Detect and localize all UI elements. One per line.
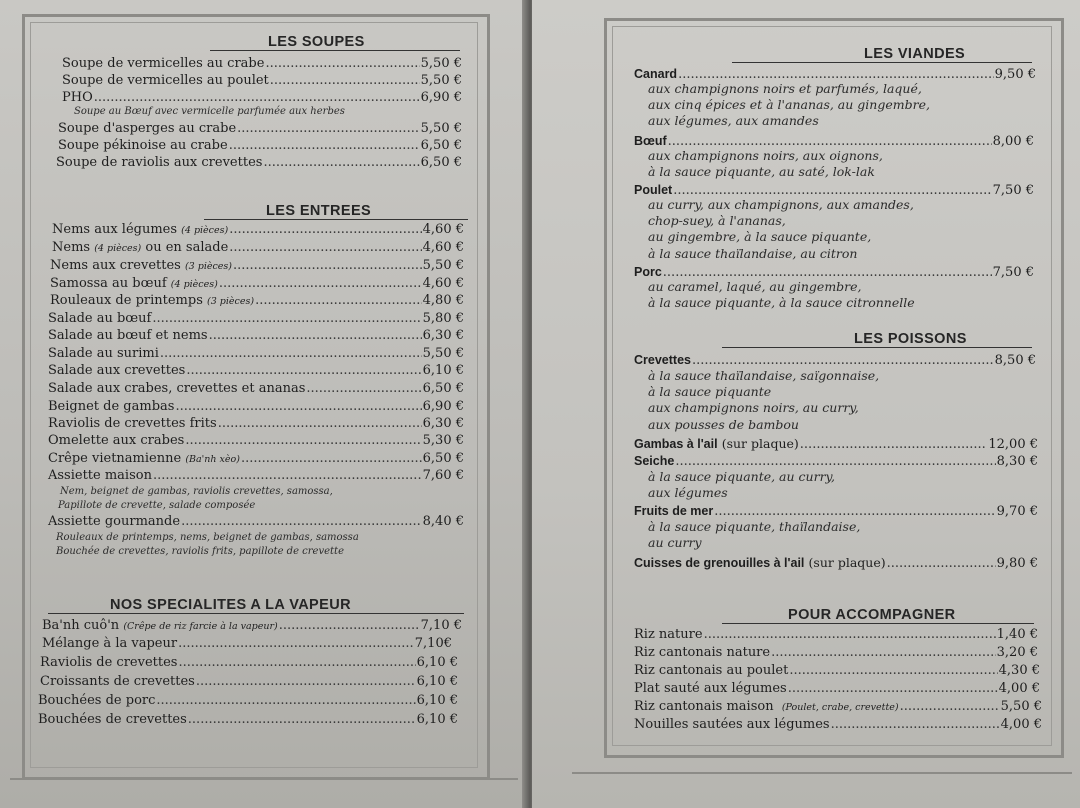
item-description: aux champignons noirs et parfumés, laqué, aux cinq épices et à l'ananas, au gingembre, aux légumes, aux amandes — [648, 81, 930, 129]
menu-item: Nems aux crevettes (3 pièces) ..... 5,50 € — [50, 258, 464, 275]
menu-item: Salade au surimi ..... 5,50 € — [48, 346, 464, 362]
menu-item: Riz cantonais maison (Poulet, crabe, crevette) ..... 5,50 € — [634, 699, 1042, 716]
menu-item: Soupe pékinoise au crabe ..... 6,50 € — [58, 138, 462, 154]
menu-item: Riz cantonais au poulet ..... 4,30 € — [634, 663, 1040, 679]
menu-item: Raviolis de crevettes frits ..... 6,30 € — [48, 416, 464, 432]
menu-item: Samossa au bœuf (4 pièces) ..... 4,60 € — [50, 276, 464, 293]
item-description: à la sauce thaïlandaise, saïgonnaise, à la sauce piquante aux champignons noirs, au curry, aux pousses de bambou — [648, 368, 880, 432]
menu-item: Crêpe vietnamienne (Ba'nh xèo) ..... 6,50 € — [48, 451, 464, 468]
menu-item: Soupe d'asperges au crabe ..... 5,50 € — [58, 121, 462, 137]
menu-item: Nouilles sautées aux légumes ..... 4,00 € — [634, 717, 1042, 733]
menu-item: Gambas à l'ail (sur plaque) ..... 12,00 € — [634, 436, 1038, 453]
menu-item: Porc ..... 7,50 € — [634, 264, 1034, 281]
menu-item: Salade aux crabes, crevettes et ananas ..... 6,50 € — [48, 381, 464, 397]
menu-item: Rouleaux de printemps (3 pièces) ..... 4,80 € — [50, 293, 464, 310]
menu-item: Assiette gourmande ..... 8,40 € — [48, 514, 464, 530]
menu-item: Salade aux crevettes ..... 6,10 € — [48, 363, 464, 379]
item-description: au curry, aux champignons, aux amandes, chop-suey, à l'ananas, au gingembre, à la sauce piquante, à la sauce thaïlandaise, au citron — [648, 197, 914, 261]
menu-item: PHO ..... 6,90 € — [62, 90, 462, 106]
item-description: au caramel, laqué, au gingembre, à la sauce piquante, à la sauce citronnelle — [648, 279, 915, 311]
menu-item: Crevettes ..... 8,50 € — [634, 352, 1036, 369]
menu-item: Plat sauté aux légumes ..... 4,00 € — [634, 681, 1040, 697]
bottom-rule — [10, 778, 518, 780]
section-heading-soupes: LES SOUPES — [210, 34, 460, 51]
item-note: Rouleaux de printemps, nems, beignet de gambas, samossa — [56, 532, 359, 543]
item-note: Soupe au Bœuf avec vermicelle parfumée aux herbes — [74, 106, 345, 117]
item-note: Papillote de crevette, salade composée — [58, 500, 256, 511]
menu-item: Raviolis de crevettes ..... 6,10 € — [40, 655, 458, 671]
menu-item: Croissants de crevettes ..... 6,10 € — [40, 674, 458, 690]
section-heading-viandes: LES VIANDES — [732, 46, 1032, 63]
menu-item: Salade au bœuf et nems ..... 6,30 € — [48, 328, 464, 344]
menu-item: Riz nature ..... 1,40 € — [634, 627, 1038, 643]
menu-item: Assiette maison ..... 7,60 € — [48, 468, 464, 484]
menu-item: Seiche ..... 8,30 € — [634, 453, 1038, 470]
menu-item: Mélange à la vapeur ..... 7,10€ — [42, 636, 452, 652]
section-heading-poissons: LES POISSONS — [722, 331, 1032, 348]
section-heading-accompagner: POUR ACCOMPAGNER — [722, 607, 1034, 624]
menu-item: Bœuf ..... 8,00 € — [634, 133, 1034, 150]
menu-item: Ba'nh cuô'n (Crêpe de riz farcie à la vapeur) ..... 7,10 € — [42, 618, 462, 635]
menu-item: Salade au bœuf ..... 5,80 € — [48, 311, 464, 327]
menu-page-right — [532, 0, 1080, 808]
menu-item: Soupe de vermicelles au poulet ..... 5,50 € — [62, 73, 462, 89]
menu-item: Beignet de gambas ..... 6,90 € — [48, 399, 464, 415]
menu-page-left — [0, 0, 528, 808]
menu-item: Riz cantonais nature ..... 3,20 € — [634, 645, 1038, 661]
item-note: Nem, beignet de gambas, raviolis crevettes, samossa, — [60, 486, 333, 497]
menu-item: Nems aux légumes (4 pièces) ..... 4,60 € — [52, 222, 464, 239]
item-description: à la sauce piquante, thaïlandaise, au curry — [648, 519, 861, 551]
item-note: Bouchée de crevettes, raviolis frits, papillote de crevette — [56, 546, 344, 557]
bottom-rule — [572, 772, 1072, 774]
menu-item: Bouchées de crevettes ..... 6,10 € — [38, 712, 458, 728]
item-description: aux champignons noirs, aux oignons, à la sauce piquante, au saté, lok-lak — [648, 148, 883, 180]
item-description: à la sauce piquante, au curry, aux légumes — [648, 469, 835, 501]
menu-item: Canard ..... 9,50 € — [634, 66, 1036, 83]
menu-item: Nems (4 pièces) ou en salade ..... 4,60 € — [52, 240, 464, 257]
menu-item: Cuisses de grenouilles à l'ail (sur plaque) ..... 9,80 € — [634, 555, 1038, 572]
menu-item: Bouchées de porc ..... 6,10 € — [38, 693, 458, 709]
menu-item: Poulet ..... 7,50 € — [634, 182, 1034, 199]
menu-item: Soupe de raviolis aux crevettes ..... 6,50 € — [56, 155, 462, 171]
menu-item: Omelette aux crabes ..... 5,30 € — [48, 433, 464, 449]
section-heading-entrees: LES ENTREES — [204, 203, 468, 220]
menu-item: Fruits de mer ..... 9,70 € — [634, 503, 1038, 520]
menu-item: Soupe de vermicelles au crabe ..... 5,50 € — [62, 56, 462, 72]
section-heading-vapeur: NOS SPECIALITES A LA VAPEUR — [48, 597, 464, 614]
